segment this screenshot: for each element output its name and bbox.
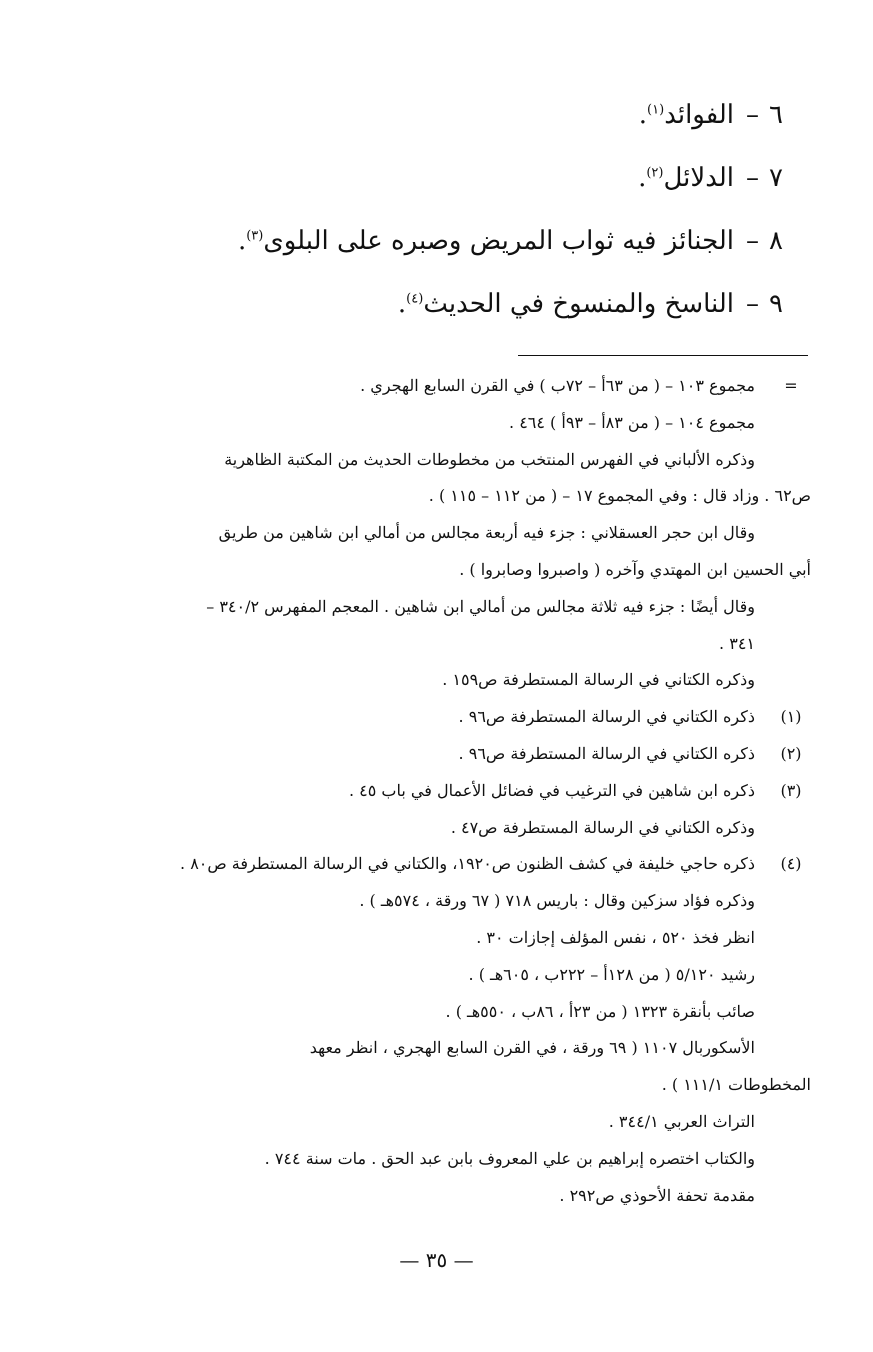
footnote-line [111, 1067, 811, 1104]
footnote-text: رشيد ٥/١٢٠ ( من ١٢٨أ – ٢٢٢ب ، ٦٠٥هـ ) . [468, 964, 755, 984]
footnote-line [111, 994, 811, 1031]
item-title: الناسخ والمنسوخ في الحديث [423, 289, 735, 319]
item-title: الفوائد [664, 100, 735, 130]
item-number: ٦ [769, 100, 783, 130]
footnote-line [111, 883, 811, 920]
footnote-text: وقال ابن حجر العسقلاني : جزء فيه أربعة مجالس من أمالي ابن شاهين من طريق [218, 523, 755, 543]
footnote-text: ذكره حاجي خليفة في كشف الظنون ص١٩٢٠، والكتاني في الرسالة المستطرفة ص٨٠ . [180, 854, 755, 874]
footnote-marker: (٤) [780, 854, 802, 874]
item-title: الجنائز فيه ثواب المريض وصبره على البلوى [263, 226, 735, 256]
footnote-line [111, 1178, 811, 1215]
footnotes [111, 368, 811, 1214]
footnote-marker: (٣) [780, 780, 802, 800]
item-title: الدلائل [663, 163, 735, 193]
footnote-text: التراث العربي ٣٤٤/١ . [608, 1111, 755, 1131]
footnote-marker: (١) [780, 707, 802, 727]
footnote-line [111, 368, 811, 405]
footnote-text: مجموع ١٠٤ – ( من ٨٣أ – ٩٣أ ) ٤٦٤ . [509, 412, 755, 432]
footnote-text: أبي الحسين ابن المهتدي وآخره ( واصبروا وصابروا ) . [459, 559, 811, 579]
list-item: ٧–الدلائل$^{(٢)}$. [223, 158, 783, 221]
list-item: ٦–الفوائد$^{(١)}$. [223, 95, 783, 158]
footnote-line [111, 589, 811, 626]
list-item: ٩–الناسخ والمنسوخ في الحديث$^{(٤)}$. [223, 284, 783, 347]
footnote-text: ٣٤١ . [719, 633, 755, 653]
footnote-text: مقدمة تحفة الأحوذي ص٢٩٢ . [559, 1185, 755, 1205]
item-number: ٩ [769, 289, 783, 319]
item-number: ٨ [769, 226, 783, 256]
footnote-line [111, 662, 811, 699]
footnote-line [111, 810, 811, 847]
footnote-text: ذكره ابن شاهين في الترغيب في فضائل الأعمال في باب ٤٥ . [348, 780, 755, 800]
page-number: — ٣٥ — [399, 1248, 474, 1272]
footnote-line [111, 552, 811, 589]
footnote-line [111, 736, 811, 773]
footnote-text: وذكره الكتاني في الرسالة المستطرفة ص٤٧ . [450, 817, 755, 837]
footnote-text: وقال أيضًا : جزء فيه ثلاثة مجالس من أمالي ابن شاهين . المعجم المفهرس ٣٤٠/٢ – [206, 596, 755, 616]
footnote-text: وذكره فؤاد سزكين وقال : باريس ٧١٨ ( ٦٧ ورقة ، ٥٧٤هـ ) . [359, 891, 755, 911]
footnote-text: انظر فخذ ٥٢٠ ، نفس المؤلف إجازات ٣٠ . [476, 927, 755, 947]
book-list [223, 95, 783, 347]
footnote-text: والكتاب اختصره إبراهيم بن علي المعروف بابن عبد الحق . مات سنة ٧٤٤ . [264, 1148, 755, 1168]
footnote-text: ذكره الكتاني في الرسالة المستطرفة ص٩٦ . [458, 707, 755, 727]
footnote-line [111, 405, 811, 442]
footnote-ref: (٣) [246, 228, 264, 244]
footnote-text: ص٦٢ . وزاد قال : وفي المجموع ١٧ – ( من ١١٢ – ١١٥ ) . [428, 486, 811, 506]
footnote-text: الأسكوربال ١١٠٧ ( ٦٩ ورقة ، في القرن السابع الهجري ، انظر معهد [309, 1038, 755, 1058]
footnote-line [111, 442, 811, 479]
footnote-text: مجموع ١٠٣ – ( من ٦٣أ – ٧٢ب ) في القرن السابع الهجري . [360, 376, 755, 395]
footnote-text: وذكره الألباني في الفهرس المنتخب من مخطوطات الحديث من المكتبة الظاهرية [224, 449, 755, 469]
footnote-marker: = [784, 376, 798, 395]
footnote-line [111, 957, 811, 994]
list-item: ٨–الجنائز فيه ثواب المريض وصبره على البلوى$^{(٣)}$. [223, 221, 783, 284]
footnote-line [111, 1104, 811, 1141]
footnote-text: صائب بأنقرة ١٣٢٣ ( من ٢٣أ ، ٨٦ب ، ٥٥٠هـ ) . [445, 1001, 755, 1021]
footnote-line [111, 1030, 811, 1067]
footnote-marker: (٢) [780, 743, 802, 763]
footnote-line [111, 920, 811, 957]
footnote-line [111, 773, 811, 810]
footnote-ref: (١) [647, 102, 665, 118]
footnote-text: المخطوطات ١١١/١ ) . [661, 1075, 811, 1095]
footnote-ref: (٤) [406, 291, 424, 307]
footnote-line [111, 699, 811, 736]
footnote-separator [518, 355, 808, 356]
footnote-line [111, 626, 811, 663]
footnote-line [111, 846, 811, 883]
item-number: ٧ [769, 163, 783, 193]
footnote-line [111, 1141, 811, 1178]
footnote-line [111, 478, 811, 515]
footnote-text: وذكره الكتاني في الرسالة المستطرفة ص١٥٩ . [442, 670, 755, 690]
footnote-ref: (٢) [646, 165, 664, 181]
footnote-text: ذكره الكتاني في الرسالة المستطرفة ص٩٦ . [458, 743, 755, 763]
footnote-line [111, 515, 811, 552]
